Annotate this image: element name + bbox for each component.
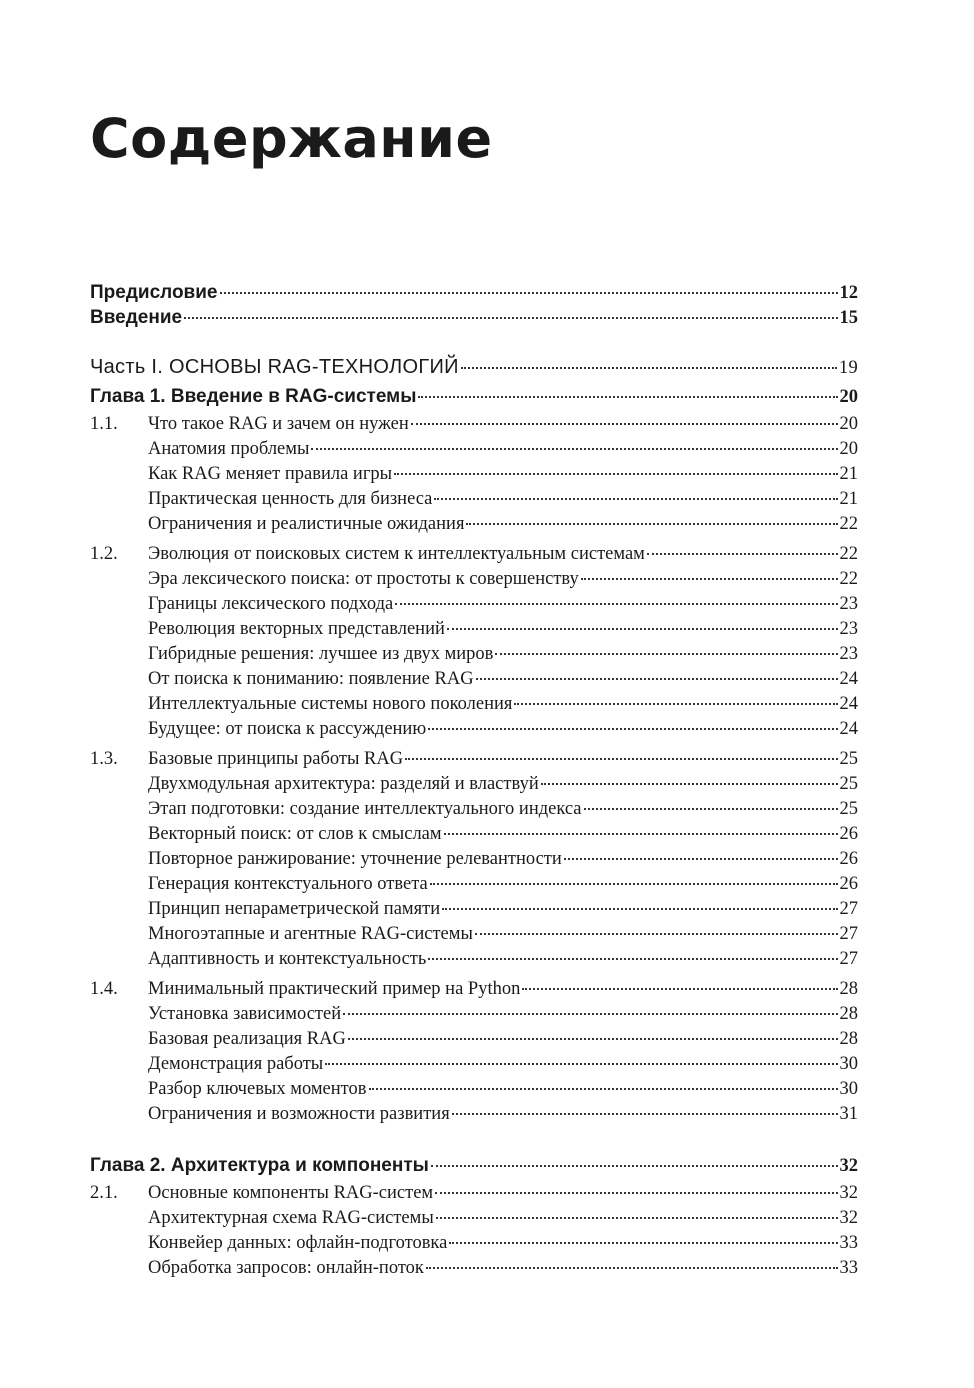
dot-leader	[442, 908, 837, 910]
dot-leader	[564, 858, 838, 860]
toc-entry-title: Эволюция от поисковых систем к интеллектуальным системам	[148, 544, 645, 564]
dot-leader	[430, 883, 838, 885]
toc-entry-section[interactable]	[90, 412, 858, 437]
toc-page-number: 24	[839, 694, 858, 714]
toc-entry-title: Глава 1. Введение в RAG-системы	[90, 386, 417, 407]
toc-page-number: 33	[839, 1233, 858, 1253]
toc-page-number: 23	[839, 619, 858, 639]
dot-leader	[325, 1063, 837, 1065]
toc-page-number: 15	[839, 308, 858, 328]
toc-entry-title: Демонстрация работы	[148, 1054, 324, 1074]
toc-entry-subsection[interactable]	[90, 667, 858, 692]
toc-page-number: 20	[839, 387, 858, 407]
toc-entry-title: Многоэтапные и агентные RAG-системы	[148, 924, 473, 944]
dot-leader	[461, 367, 837, 369]
toc-entry-subsection[interactable]	[90, 797, 858, 822]
dot-leader	[522, 988, 837, 990]
dot-leader	[466, 523, 837, 525]
toc-entry-subsection[interactable]	[90, 1206, 858, 1231]
toc-page-number: 12	[839, 283, 858, 303]
dot-leader	[426, 1267, 838, 1269]
toc-entry-title: Основные компоненты RAG-систем	[148, 1183, 434, 1203]
toc-entry-title: Интеллектуальные системы нового поколения	[148, 694, 513, 714]
toc-entry-title	[90, 352, 459, 382]
toc-entry-subsection[interactable]	[90, 692, 858, 717]
toc-page-number: 28	[839, 979, 858, 999]
toc-entry-section[interactable]	[90, 1181, 858, 1206]
dot-leader	[449, 1242, 837, 1244]
toc-entry-section[interactable]	[90, 542, 858, 567]
toc-entry-part-1[interactable]	[90, 352, 858, 382]
toc-entry-subsection[interactable]	[90, 872, 858, 897]
toc-entry-title: Архитектурная схема RAG-системы	[148, 1208, 434, 1228]
toc-page-number: 28	[839, 1004, 858, 1024]
toc-entry-title: Базовая реализация RAG	[148, 1029, 346, 1049]
dot-leader	[394, 473, 837, 475]
dot-leader	[447, 628, 838, 630]
dot-leader	[584, 808, 838, 810]
toc-entry-title: Векторный поиск: от слов к смыслам	[148, 824, 442, 844]
toc-entry-preface[interactable]	[90, 280, 858, 305]
toc-page-number: 21	[839, 464, 858, 484]
toc-page-number: 32	[839, 1183, 858, 1203]
toc-page-number: 31	[839, 1104, 858, 1124]
toc-page-number: 22	[839, 544, 858, 564]
toc-entry-subsection[interactable]	[90, 462, 858, 487]
dot-leader	[514, 703, 837, 705]
toc-page-number: 26	[839, 874, 858, 894]
section-number: 2.1.	[90, 1183, 118, 1203]
toc-entry-subsection[interactable]	[90, 1102, 858, 1127]
toc-page-number: 23	[839, 644, 858, 664]
dot-leader	[418, 396, 837, 398]
section-number: 1.3.	[90, 749, 118, 769]
toc-entry-title: Введение	[90, 307, 183, 328]
toc-entry-subsection[interactable]	[90, 1077, 858, 1102]
toc-entry-title: Этап подготовки: создание интеллектуального индекса	[148, 799, 582, 819]
toc-page-number: 24	[839, 719, 858, 739]
dot-leader	[405, 758, 837, 760]
toc-entry-subsection[interactable]	[90, 1256, 858, 1281]
toc-entry-title: Будущее: от поиска к рассуждению	[148, 719, 427, 739]
toc-entry-section[interactable]	[90, 977, 858, 1002]
dot-leader	[184, 317, 837, 319]
toc-page-number: 25	[839, 799, 858, 819]
toc-entry-chapter-1[interactable]	[90, 382, 858, 412]
dot-leader	[348, 1038, 838, 1040]
toc-page-number: 27	[839, 924, 858, 944]
dot-leader	[428, 958, 837, 960]
toc-entry-subsection[interactable]	[90, 1027, 858, 1052]
dot-leader	[444, 833, 838, 835]
toc-entry-section[interactable]	[90, 747, 858, 772]
toc-entry-subsection[interactable]	[90, 437, 858, 462]
dot-leader	[436, 1217, 838, 1219]
toc-entry-title: Предисловие	[90, 282, 218, 303]
dot-leader	[311, 448, 837, 450]
section-number: 1.2.	[90, 544, 118, 564]
toc-entry-subsection[interactable]	[90, 897, 858, 922]
toc-entry-subsection[interactable]	[90, 822, 858, 847]
part-prefix: Часть I.	[90, 356, 164, 378]
dot-leader	[428, 728, 837, 730]
toc-page-number: 22	[839, 514, 858, 534]
dot-leader	[434, 498, 837, 500]
dot-leader	[395, 603, 837, 605]
toc-entry-title: Эра лексического поиска: от простоты к совершенству	[148, 569, 579, 589]
toc-entry-title: Минимальный практический пример на Python	[148, 979, 521, 999]
dot-leader	[647, 553, 838, 555]
toc-entry-title: Установка зависимостей	[148, 1004, 342, 1024]
dot-leader	[369, 1088, 838, 1090]
toc-entry-subsection[interactable]	[90, 567, 858, 592]
section-number: 1.1.	[90, 414, 118, 434]
dot-leader	[435, 1192, 837, 1194]
toc-page-number: 30	[839, 1054, 858, 1074]
part-title: ОСНОВЫ RAG-ТЕХНОЛОГИЙ	[168, 356, 459, 378]
toc-entry-title: Революция векторных представлений	[148, 619, 445, 639]
toc-page-number: 26	[839, 824, 858, 844]
toc-entry-subsection[interactable]	[90, 947, 858, 972]
toc-entry-subsection[interactable]	[90, 1052, 858, 1077]
toc-entry-subsection[interactable]	[90, 512, 858, 537]
toc-entry-subsection[interactable]	[90, 617, 858, 642]
toc-entry-subsection[interactable]	[90, 1002, 858, 1027]
toc-page-number: 32	[839, 1208, 858, 1228]
toc-page-number: 25	[839, 749, 858, 769]
table-of-contents	[90, 280, 858, 1281]
dot-leader	[476, 678, 838, 680]
toc-entry-title: Гибридные решения: лучшее из двух миров	[148, 644, 494, 664]
dot-leader	[581, 578, 838, 580]
toc-entry-title: Практическая ценность для бизнеса	[148, 489, 433, 509]
toc-page-number: 21	[839, 489, 858, 509]
section-number: 1.4.	[90, 979, 118, 999]
toc-page-number: 22	[839, 569, 858, 589]
dot-leader	[541, 783, 838, 785]
toc-entry-title: Повторное ранжирование: уточнение релевантности	[148, 849, 562, 869]
toc-entry-subsection[interactable]	[90, 592, 858, 617]
toc-entry-subsection[interactable]	[90, 487, 858, 512]
toc-entry-title: Конвейер данных: офлайн-подготовка	[148, 1233, 448, 1253]
toc-entry-title: Ограничения и возможности развития	[148, 1104, 450, 1124]
toc-entry-subsection[interactable]	[90, 847, 858, 872]
toc-entry-title: Генерация контекстуального ответа	[148, 874, 428, 894]
toc-page-number: 19	[838, 358, 858, 378]
dot-leader	[411, 423, 838, 425]
toc-entry-chapter-2[interactable]	[90, 1151, 858, 1181]
toc-page-number: 23	[839, 594, 858, 614]
toc-page-number: 27	[839, 899, 858, 919]
toc-entry-subsection[interactable]	[90, 717, 858, 742]
page-title: Содержание	[90, 107, 493, 170]
toc-page-number: 25	[839, 774, 858, 794]
dot-leader	[495, 653, 837, 655]
toc-page-number: 20	[839, 439, 858, 459]
dot-leader	[343, 1013, 837, 1015]
toc-entry-title: От поиска к пониманию: появление RAG	[148, 669, 474, 689]
toc-entry-title: Глава 2. Архитектура и компоненты	[90, 1155, 429, 1176]
toc-entry-subsection[interactable]	[90, 1231, 858, 1256]
toc-page-number: 20	[839, 414, 858, 434]
dot-leader	[431, 1165, 838, 1167]
toc-page-number: 32	[839, 1156, 858, 1176]
toc-page-number: 30	[839, 1079, 858, 1099]
toc-entry-title: Двухмодульная архитектура: разделяй и властвуй	[148, 774, 539, 794]
toc-entry-title: Границы лексического подхода	[148, 594, 394, 614]
dot-leader	[452, 1113, 838, 1115]
toc-entry-title: Ограничения и реалистичные ожидания	[148, 514, 465, 534]
dot-leader	[475, 933, 838, 935]
toc-entry-introduction[interactable]	[90, 305, 858, 330]
toc-entry-subsection[interactable]	[90, 642, 858, 667]
toc-entry-title: Что такое RAG и зачем он нужен	[148, 414, 409, 434]
toc-page-number: 26	[839, 849, 858, 869]
toc-page-number: 24	[839, 669, 858, 689]
toc-page-number: 28	[839, 1029, 858, 1049]
toc-page-number: 33	[839, 1258, 858, 1278]
toc-entry-title: Разбор ключевых моментов	[148, 1079, 367, 1099]
toc-entry-title: Как RAG меняет правила игры	[148, 464, 393, 484]
toc-entry-title: Принцип непараметрической памяти	[148, 899, 441, 919]
dot-leader	[220, 292, 838, 294]
toc-page-number: 27	[839, 949, 858, 969]
toc-entry-title: Анатомия проблемы	[148, 439, 310, 459]
toc-entry-subsection[interactable]	[90, 772, 858, 797]
toc-entry-title: Обработка запросов: онлайн-поток	[148, 1258, 424, 1278]
toc-entry-title: Базовые принципы работы RAG	[148, 749, 404, 769]
toc-entry-subsection[interactable]	[90, 922, 858, 947]
toc-entry-title: Адаптивность и контекстуальность	[148, 949, 427, 969]
